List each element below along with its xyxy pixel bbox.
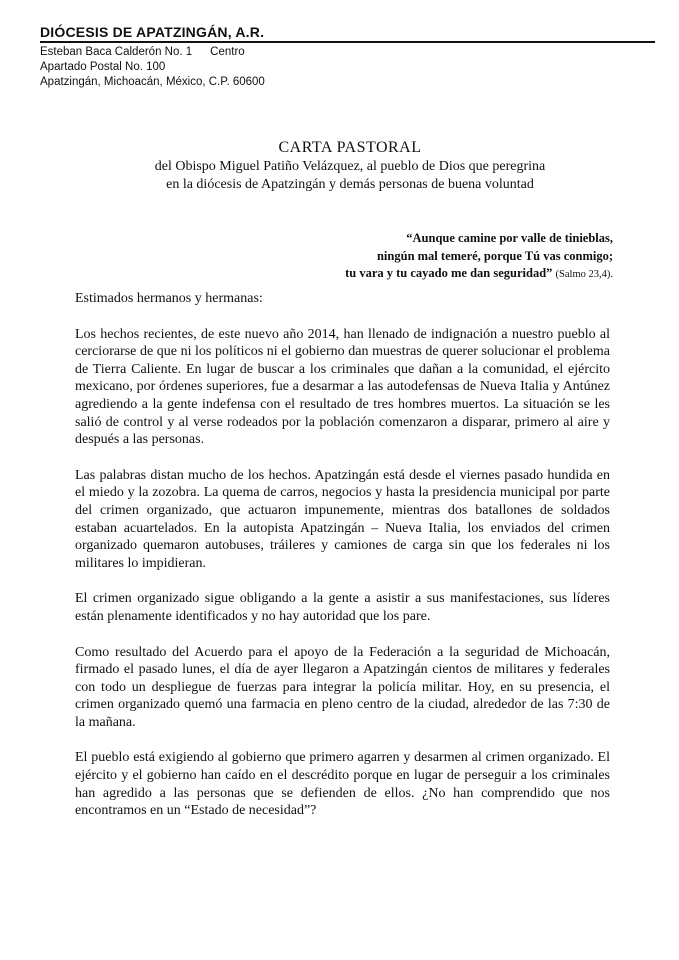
epigraph-citation: (Salmo 23,4). xyxy=(555,269,613,280)
letter-title: CARTA PASTORAL xyxy=(278,139,422,156)
address-area: Centro xyxy=(210,46,245,58)
greeting: Estimados hermanos y hermanas: xyxy=(75,291,263,306)
org-name: DIÓCESIS DE APATZINGÁN, A.R. xyxy=(40,24,265,40)
paragraph-3: El crimen organizado sigue obligando a la gente a asistir a sus manifestaciones, sus líderes están plenamente identificados y no hay autoridad que los pare. xyxy=(75,591,610,624)
epigraph-line-2: ningún mal temeré, porque Tú vas conmigo; xyxy=(376,248,613,263)
paragraph-1: Los hechos recientes, de este nuevo año 2014, han llenado de indignación a nuestro pueblo al cerciorarse de que ni los políticos ni el gobierno dan muestras de querer solucionar el problema de Tierra Caliente. En lugar de buscar a los criminales que dañan a la comunidad, el ejército mexicano, por órdenes superiores, fue a desarmar a las autodefensas de Nueva Italia y Antúnez agrediendo a la gente indefensa con el resultado de tres hombres muertos. La situación se les salió de control y al verse rodeados por la población comenzaron a disparar, primero al aire y después a las personas. xyxy=(75,326,610,448)
epigraph-line-1: “Aunque camine por valle de tinieblas, xyxy=(406,231,613,245)
letter-subtitle-line-2: en la diócesis de Apatzingán y demás personas de buena voluntad xyxy=(166,177,534,192)
paragraph-5: El pueblo está exigiendo al gobierno que primero agarren y desarmen al crimen organizado. El ejército y el gobierno han caído en el descrédito porque en lugar de perseguir a los criminales han agredido a las personas que se defienden de ellos. ¿No han comprendido que nos encontramos en un “Estado de necesidad”? xyxy=(75,750,610,819)
paragraph-2: Las palabras distan mucho de los hechos. Apatzingán está desde el viernes pasado hundida en el miedo y la zozobra. La quema de carros, negocios y hasta la presidencia municipal por parte del crimen organizado, que actuaron impunemente, mientras dos batallones de soldados estaban acuartelados. En la autopista Apatzingán – Nueva Italia, los enviados del crimen organizado quemaron autobuses, tráileres y camiones de carga sin que los federales ni los militares lo impidieran. xyxy=(75,467,610,571)
epigraph-line-3-row xyxy=(345,265,613,284)
letter-body xyxy=(75,290,610,838)
letterhead xyxy=(40,24,655,90)
address-po-box: Apartado Postal No. 100 xyxy=(40,61,166,73)
address-street: Esteban Baca Calderón No. 1 xyxy=(40,46,193,58)
epigraph xyxy=(345,230,613,284)
address-city: Apatzingán, Michoacán, México, C.P. 60600 xyxy=(40,76,265,88)
title-block xyxy=(90,138,610,194)
address-block xyxy=(40,45,655,90)
letter-subtitle-line-1: del Obispo Miguel Patiño Velázquez, al pueblo de Dios que peregrina xyxy=(154,159,546,174)
epigraph-line-3: tu vara y tu cayado me dan seguridad” xyxy=(345,266,553,280)
letterhead-rule xyxy=(40,41,655,43)
address-line-street xyxy=(40,45,655,60)
paragraph-4: Como resultado del Acuerdo para el apoyo de la Federación a la seguridad de Michoacán, firmado el pasado lunes, el día de ayer llegaron a Apatzingán cientos de militares y federales con todo un despliegue de fuerzas para integrar la policía militar. Hoy, en su presencia, el crimen organizado quemó una farmacia en pleno centro de la ciudad, alrededor de las 7:30 de la mañana. xyxy=(75,644,610,730)
